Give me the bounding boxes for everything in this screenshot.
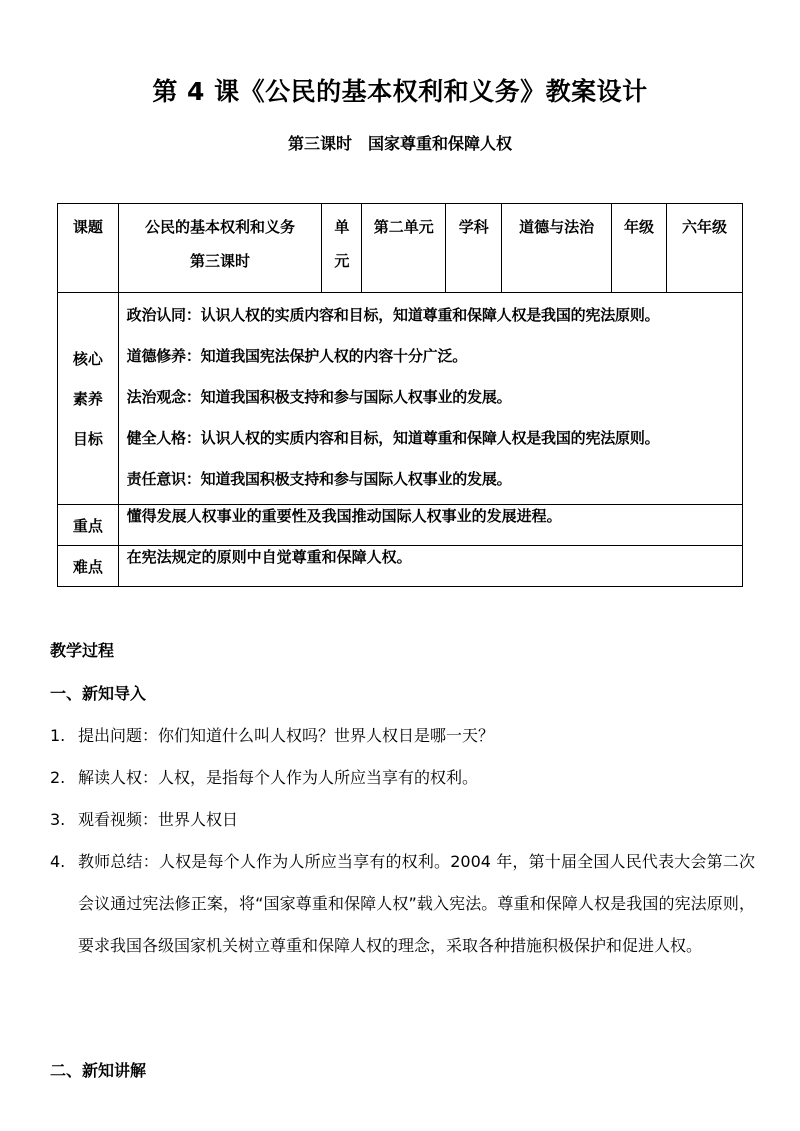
list-item: 1. 提出问题：你们知道什么叫人权吗？世界人权日是哪一天？: [50, 726, 495, 745]
core-literacy-goals: [118, 293, 742, 505]
goal-item: 健全人格：认识人权的实质内容和目标，知道尊重和保障人权是我国的宪法原则。: [126, 429, 660, 447]
label-core-literacy: 核心 素养 目标: [58, 293, 119, 505]
section-heading-explain: 二、新知讲解: [50, 1061, 147, 1080]
label-difficult-point: 难点: [58, 546, 119, 587]
list-item: 3. 观看视频：世界人权日: [50, 810, 239, 829]
key-point-row: [58, 505, 743, 546]
label-unit: 单 元: [322, 204, 362, 293]
intro-steps-list: [50, 715, 755, 967]
unit-value: 第二单元: [362, 204, 446, 293]
goal-item: 道德修养：知道我国宪法保护人权的内容十分广泛。: [126, 347, 468, 365]
label-key-point: 重点: [58, 505, 119, 546]
difficult-point-text: 在宪法规定的原则中自觉尊重和保障人权。: [118, 546, 742, 587]
course-value: 公民的基本权利和义务 第三课时: [118, 204, 322, 293]
goal-item: 政治认同：认识人权的实质内容和目标，知道尊重和保障人权是我国的宪法原则。: [126, 306, 660, 324]
document-subtitle: 第三课时 国家尊重和保障人权: [287, 134, 512, 153]
table-header-row: [58, 204, 743, 293]
difficult-point-row: [58, 546, 743, 587]
lesson-info-table: [57, 203, 743, 587]
document-title: 第 4 课《公民的基本权利和义务》教案设计: [152, 77, 648, 106]
section-heading-intro: 一、新知导入: [50, 684, 147, 703]
label-course: 课题: [58, 204, 119, 293]
grade-value: 六年级: [667, 204, 743, 293]
key-point-text: 懂得发展人权事业的重要性及我国推动国际人权事业的发展进程。: [118, 505, 742, 546]
label-grade: 年级: [612, 204, 667, 293]
goal-item: 责任意识：知道我国积极支持和参与国际人权事业的发展。: [126, 470, 512, 488]
core-literacy-row: [58, 293, 743, 505]
subject-value: 道德与法治: [502, 204, 612, 293]
label-subject: 学科: [446, 204, 502, 293]
goal-item: 法治观念：知道我国积极支持和参与国际人权事业的发展。: [126, 388, 512, 406]
list-item: 4. 教师总结：人权是每个人作为人所应当享有的权利。2004 年，第十届全国人民代表大会第二次会议通过宪法修正案，将“国家尊重和保障人权”载入宪法。尊重和保障人权是我国的宪法原则，要求我国各级国家机关树立尊重和保障人权的理念，采取各种措施积极保护和促进人权。: [50, 852, 755, 955]
list-item: 2. 解读人权：人权，是指每个人作为人所应当享有的权利。: [50, 768, 479, 787]
process-heading: 教学过程: [50, 641, 115, 660]
